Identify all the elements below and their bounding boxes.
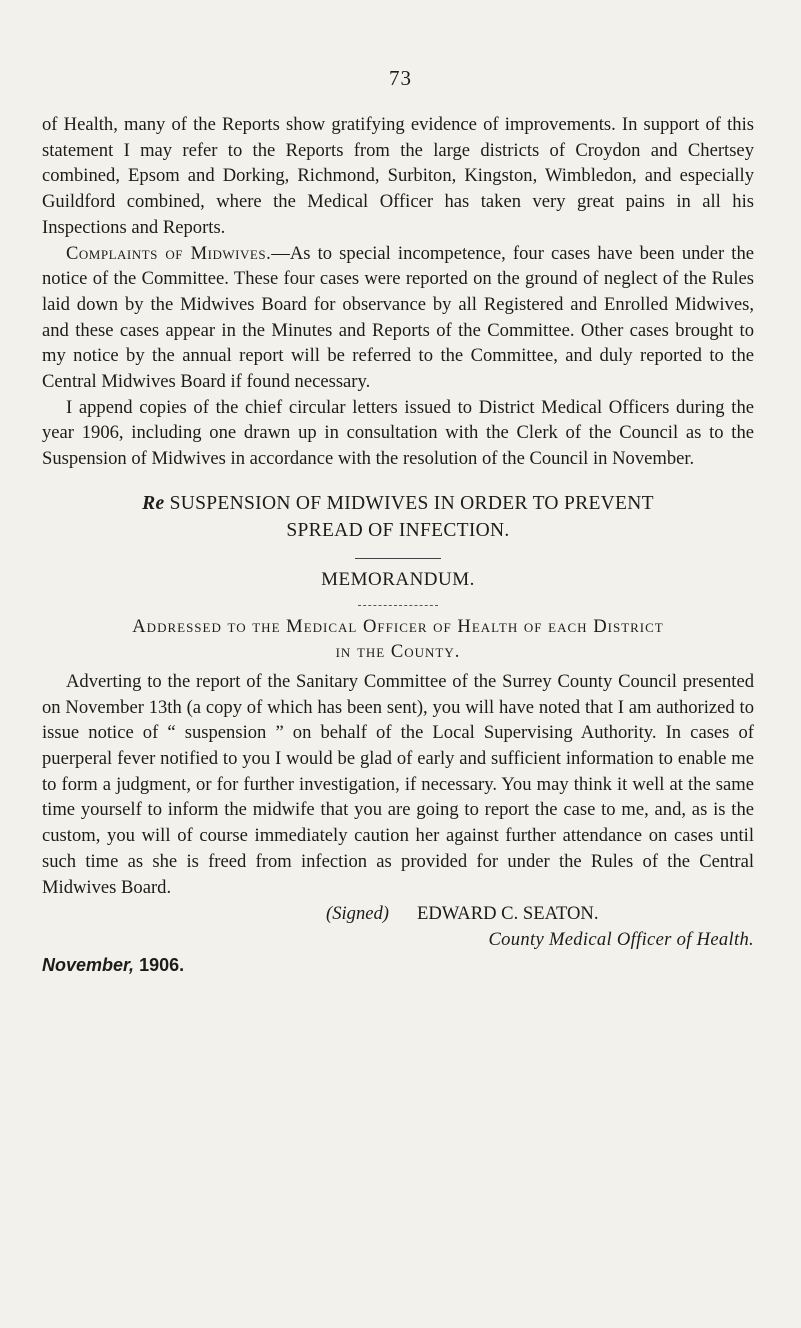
memo-heading	[42, 490, 754, 544]
page-body	[42, 112, 754, 978]
heading-re: Re	[142, 492, 165, 514]
signature-line	[42, 901, 754, 927]
memorandum-title: MEMORANDUM.	[321, 568, 475, 590]
date-month: November,	[42, 954, 135, 975]
date-year: 1906.	[139, 954, 185, 975]
divider-rule	[355, 558, 441, 559]
signatory-title: County Medical Officer of Health.	[488, 928, 754, 950]
signed-label: (Signed)	[326, 903, 389, 925]
paragraph-circular-letters: I append copies of the chief circular letters issued to District Medical Officers during the year 1906, including one drawn up in consultation with the Clerk of the Council as to the Suspension of Midwives in accordance with the resolution of the Council in November.	[42, 396, 754, 470]
memo-date	[42, 953, 754, 979]
paragraph-health-reports: of Health, many of the Reports show gratifying evidence of improvements. In support of this statement I may refer to the Reports from the large districts of Croydon and Chertsey combined, Epsom and Dorking, Richmond, Surbiton, Kingston, Wimbledon, and especially Guildford combined, where the Medical Officer has taken very great pains in all his Inspections and Reports.	[42, 114, 754, 238]
memo-addressed-line-2: in the County.	[335, 641, 461, 663]
heading-line-2: SPREAD OF INFECTION.	[286, 519, 510, 541]
memo-addressed-line-1: Addressed to the Medical Officer of Health of each District	[132, 615, 664, 637]
section-lead-complaints: Complaints of Midwives.	[66, 242, 272, 264]
complaints-text: —As to special incompetence, four cases have been under the notice of the Committee. These four cases were reported on the ground of neglect of the Rules laid down by the Midwives Board for observance by all Registered and Enrolled Midwives, and these cases appear in the Minutes and Reports of the Committee. Other cases brought to my notice by the annual report will be referred to the Committee, and duly reported to the Central Midwives Board if found necessary.	[42, 242, 754, 393]
divider-rule-dashed	[358, 605, 438, 606]
memorandum-body: Adverting to the report of the Sanitary Committee of the Surrey County Council presented on November 13th (a copy of which has been sent), you will have noted that I am authorized to issue notice of “ suspension ” on behalf of the Local Supervising Authority. In cases of puerperal fever notified to you I would be glad of early and sufficient information to enable me to form a judgment, or for further investigation, if necessary. You may think it well at the same time yourself to inform the midwife that you are going to report the case to me, and, as is the custom, you will of course immediately caution her against further attendance on cases until such time as she is freed from infection as provided for under the Rules of the Central Midwives Board.	[42, 670, 754, 898]
signatory-name: EDWARD C. SEATON.	[417, 903, 599, 925]
page-number: 73	[389, 66, 412, 90]
heading-text-1: SUSPENSION OF MIDWIVES IN ORDER TO PREVENT	[169, 492, 654, 514]
paragraph-complaints-of-midwives	[42, 241, 754, 395]
heading-line-1	[42, 490, 754, 517]
